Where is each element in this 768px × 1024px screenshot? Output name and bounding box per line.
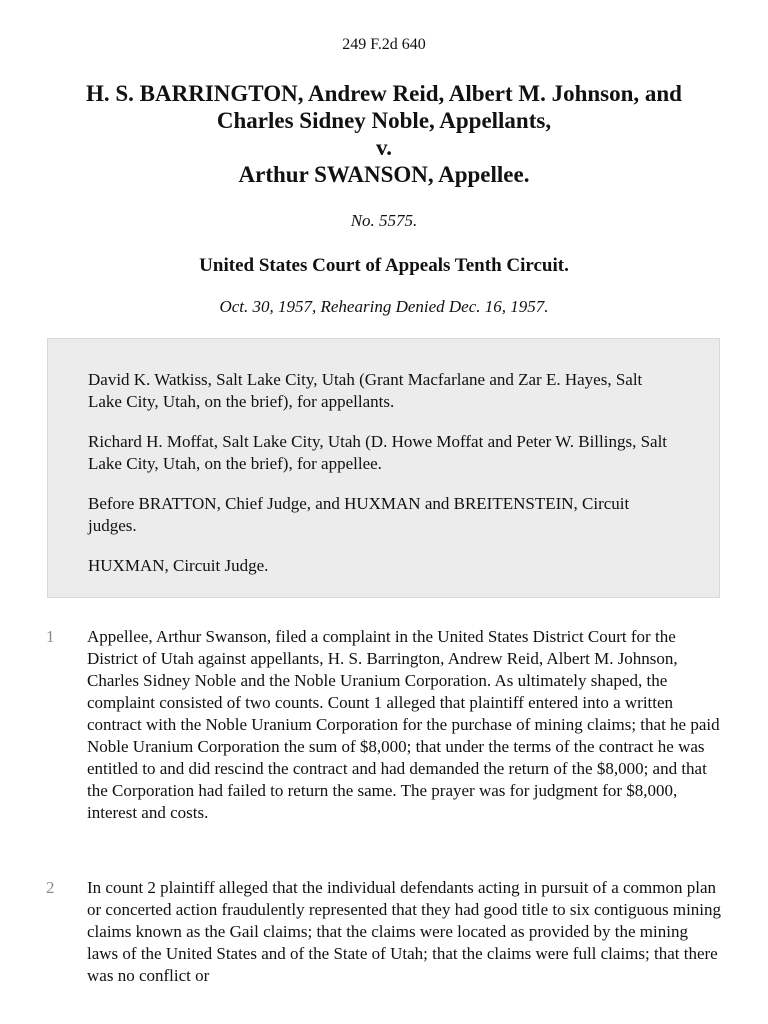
parties-line-appellee: Arthur SWANSON, Appellee. (238, 162, 530, 187)
court-name: United States Court of Appeals Tenth Circuit. (199, 255, 569, 276)
docket-number: No. 5575. (350, 211, 418, 230)
paragraph-text: In count 2 plaintiff alleged that the individual defendants acting in pursuit of a common plan or concerted action fraudulently represented that they had good title to six contiguous mining claims known as the Gail claims; that the claims were located as provided by the mining laws of the United States and of the State of Utah; that the claims were full claims; that there was no conflict or (87, 878, 722, 985)
opinion-author: HUXMAN, Circuit Judge. (88, 556, 269, 575)
parties-line-appellants-2: Charles Sidney Noble, Appellants, (216, 108, 552, 133)
counsel-appellee: Richard H. Moffat, Salt Lake City, Utah (D. Howe Moffat and Peter W. Billings, Salt Lake City, Utah, on the brief), for appellee. (88, 432, 668, 473)
paragraph-number: 2 (46, 878, 55, 897)
parties-versus: v. (376, 135, 392, 160)
parties-line-appellants-1: H. S. BARRINGTON, Andrew Reid, Albert M. Johnson, and (86, 81, 682, 106)
panel-judges: Before BRATTON, Chief Judge, and HUXMAN and BREITENSTEIN, Circuit judges. (88, 494, 630, 535)
paragraph-text: Appellee, Arthur Swanson, filed a complaint in the United States District Court for the District of Utah against appellants, H. S. Barrington, Andrew Reid, Albert M. Johnson, Charles Sidney Noble and the Noble Uranium Corporation. As ultimately shaped, the complaint consisted of two counts. Count 1 alleged that plaintiff entered into a written contract with the Noble Uranium Corporation for the purchase of mining claims; that he paid Noble Uranium Corporation the sum of $8,000; that under the terms of the contract he was entitled to and did rescind the contract and had demanded the return of the $8,000; and that the Corporation had failed to return the same. The prayer was for judgment for $8,000, interest and costs. (87, 627, 720, 822)
counsel-appellants: David K. Watkiss, Salt Lake City, Utah (Grant Macfarlane and Zar E. Hayes, Salt Lake City, Utah, on the brief), for appellants. (88, 370, 643, 411)
decision-date: Oct. 30, 1957, Rehearing Denied Dec. 16, 1957. (219, 297, 549, 316)
case-parties (40, 80, 728, 188)
case-citation: 249 F.2d 640 (342, 36, 426, 53)
paragraph-number: 1 (46, 627, 55, 646)
counsel-box (47, 338, 720, 598)
